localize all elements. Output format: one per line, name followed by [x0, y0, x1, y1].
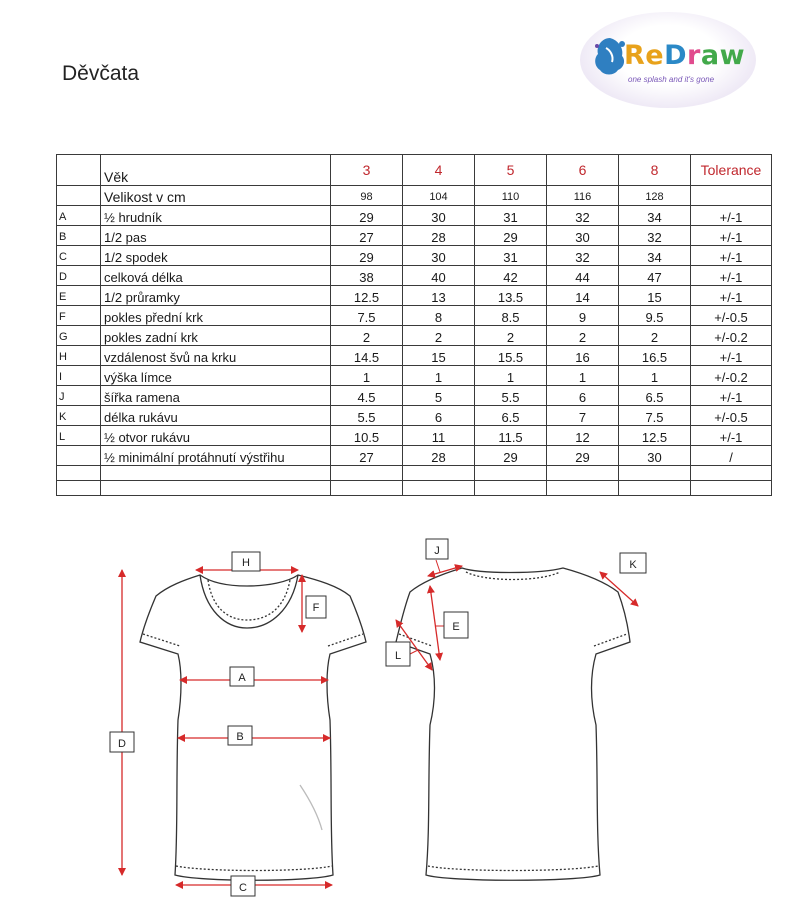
tolerance-value: +/-1 — [691, 286, 772, 306]
tolerance-value: +/-0.2 — [691, 326, 772, 346]
logo-wordmark — [624, 40, 745, 71]
measure-label: 1/2 spodek — [101, 246, 331, 266]
measure-value: 7.5 — [619, 406, 691, 426]
measure-value: 42 — [475, 266, 547, 286]
measure-value: 32 — [547, 206, 619, 226]
measure-value: 8.5 — [475, 306, 547, 326]
empty-cell — [619, 481, 691, 496]
empty-cell — [101, 481, 331, 496]
empty-cell — [57, 186, 101, 206]
cm-value: 116 — [547, 186, 619, 206]
measure-value: 29 — [547, 446, 619, 466]
tolerance-value: +/-0.5 — [691, 406, 772, 426]
label-k: K — [629, 559, 637, 571]
measure-value: 12.5 — [331, 286, 403, 306]
label-c: C — [239, 882, 247, 894]
measure-value: 11.5 — [475, 426, 547, 446]
label-d: D — [118, 738, 126, 750]
empty-row — [57, 466, 772, 481]
measure-value: 7.5 — [331, 306, 403, 326]
size-header: 4 — [403, 155, 475, 186]
arrow-j — [428, 566, 462, 576]
measure-label: celková délka — [101, 266, 331, 286]
measure-value: 5.5 — [331, 406, 403, 426]
empty-cell — [403, 466, 475, 481]
measure-label: šířka ramena — [101, 386, 331, 406]
measure-value: 30 — [619, 446, 691, 466]
measure-value: 5 — [403, 386, 475, 406]
tolerance-value: +/-0.5 — [691, 306, 772, 326]
empty-cell — [475, 481, 547, 496]
empty-cell — [57, 155, 101, 186]
cm-header-row — [57, 186, 772, 206]
garment-diagram — [0, 530, 800, 915]
front-tshirt — [140, 575, 366, 880]
measure-value: 15 — [403, 346, 475, 366]
empty-cell — [691, 481, 772, 496]
arrow-k — [600, 572, 638, 606]
arrow-e — [430, 586, 440, 660]
measure-code: L — [57, 426, 101, 446]
front-fold-shade — [300, 785, 322, 830]
table-row — [57, 326, 772, 346]
size-header: 8 — [619, 155, 691, 186]
measure-code: G — [57, 326, 101, 346]
table-row — [57, 246, 772, 266]
measure-value: 12.5 — [619, 426, 691, 446]
measure-value: 30 — [403, 206, 475, 226]
measure-code: K — [57, 406, 101, 426]
measure-value: 29 — [331, 206, 403, 226]
measure-code: I — [57, 366, 101, 386]
measure-value: 1 — [619, 366, 691, 386]
logo-part: D — [664, 40, 688, 71]
measure-value: 34 — [619, 246, 691, 266]
measure-value: 10.5 — [331, 426, 403, 446]
back-tshirt — [396, 568, 630, 880]
measure-label: 1/2 průramky — [101, 286, 331, 306]
measure-value: 6 — [403, 406, 475, 426]
measure-value: 14 — [547, 286, 619, 306]
measure-value: 11 — [403, 426, 475, 446]
measure-value: 31 — [475, 246, 547, 266]
age-label: Věk — [101, 155, 331, 186]
cm-value: 128 — [619, 186, 691, 206]
logo-tagline: one splash and it's gone — [628, 75, 715, 84]
empty-cell — [691, 466, 772, 481]
empty-cell — [331, 481, 403, 496]
logo-part: Re — [624, 40, 665, 71]
tolerance-value: +/-1 — [691, 246, 772, 266]
measure-label: ½ otvor rukávu — [101, 426, 331, 446]
measure-value: 2 — [331, 326, 403, 346]
measure-value: 34 — [619, 206, 691, 226]
measure-value: 1 — [475, 366, 547, 386]
measure-value: 38 — [331, 266, 403, 286]
measure-code: D — [57, 266, 101, 286]
measure-value: 2 — [547, 326, 619, 346]
tolerance-value: +/-1 — [691, 346, 772, 366]
tolerance-value: / — [691, 446, 772, 466]
measure-value: 30 — [403, 246, 475, 266]
measure-code — [57, 446, 101, 466]
measure-value: 31 — [475, 206, 547, 226]
measure-label: vzdálenost švů na krku — [101, 346, 331, 366]
size-header: 5 — [475, 155, 547, 186]
front-hem-stitch — [176, 866, 332, 871]
empty-cell — [101, 466, 331, 481]
empty-cell — [547, 466, 619, 481]
measure-value: 6 — [547, 386, 619, 406]
label-l: L — [394, 650, 402, 662]
measure-label: pokles zadní krk — [101, 326, 331, 346]
measure-label: výška límce — [101, 366, 331, 386]
measure-label: pokles přední krk — [101, 306, 331, 326]
measure-value: 29 — [475, 226, 547, 246]
measure-value: 13 — [403, 286, 475, 306]
empty-cell — [691, 186, 772, 206]
table-row — [57, 286, 772, 306]
label-j: J — [434, 545, 440, 557]
measure-value: 1 — [403, 366, 475, 386]
empty-cell — [57, 466, 101, 481]
empty-cell — [331, 466, 403, 481]
measure-value: 28 — [403, 226, 475, 246]
size-table — [56, 154, 772, 496]
front-body-outline — [140, 575, 366, 880]
redraw-logo — [580, 12, 756, 120]
page-title: Děvčata — [62, 62, 140, 85]
measure-value: 29 — [475, 446, 547, 466]
measure-value: 14.5 — [331, 346, 403, 366]
measure-value: 6.5 — [619, 386, 691, 406]
table-row — [57, 306, 772, 326]
table-row — [57, 346, 772, 366]
measure-label: ½ minimální protáhnutí výstřihu — [101, 446, 331, 466]
measure-value: 44 — [547, 266, 619, 286]
table-row — [57, 226, 772, 246]
measure-value: 4.5 — [331, 386, 403, 406]
measure-value: 32 — [547, 246, 619, 266]
age-header-row — [57, 155, 772, 186]
label-f: F — [312, 602, 320, 614]
size-cm-label: Velikost v cm — [101, 186, 331, 206]
measure-value: 8 — [403, 306, 475, 326]
label-a: A — [238, 672, 246, 684]
measure-value: 30 — [547, 226, 619, 246]
measure-value: 2 — [403, 326, 475, 346]
size-header: 6 — [547, 155, 619, 186]
empty-row — [57, 481, 772, 496]
empty-cell — [547, 481, 619, 496]
measure-code: E — [57, 286, 101, 306]
measure-value: 47 — [619, 266, 691, 286]
measure-code: B — [57, 226, 101, 246]
measure-value: 2 — [619, 326, 691, 346]
measure-code: C — [57, 246, 101, 266]
table-row — [57, 366, 772, 386]
measure-code: A — [57, 206, 101, 226]
measure-value: 1 — [547, 366, 619, 386]
measure-value: 27 — [331, 226, 403, 246]
empty-cell — [57, 481, 101, 496]
measure-value: 15.5 — [475, 346, 547, 366]
measure-value: 15 — [619, 286, 691, 306]
size-header: 3 — [331, 155, 403, 186]
label-b: B — [236, 731, 244, 743]
empty-cell — [619, 466, 691, 481]
logo-part: aw — [700, 40, 746, 71]
measure-label: ½ hrudník — [101, 206, 331, 226]
measure-value: 27 — [331, 446, 403, 466]
label-h: H — [242, 557, 250, 569]
measure-value: 6.5 — [475, 406, 547, 426]
front-neckline — [200, 575, 298, 628]
measure-value: 13.5 — [475, 286, 547, 306]
measure-value: 9.5 — [619, 306, 691, 326]
tolerance-value: +/-1 — [691, 426, 772, 446]
measure-label: 1/2 pas — [101, 226, 331, 246]
measure-value: 9 — [547, 306, 619, 326]
measure-code: F — [57, 306, 101, 326]
logo-part: r — [687, 40, 701, 71]
tolerance-value: +/-1 — [691, 266, 772, 286]
table-row — [57, 386, 772, 406]
tolerance-value: +/-1 — [691, 206, 772, 226]
cm-value: 98 — [331, 186, 403, 206]
measure-value: 29 — [331, 246, 403, 266]
paint-splash-icon — [592, 34, 628, 78]
leader-l — [410, 650, 418, 654]
table-row — [57, 206, 772, 226]
measure-value: 32 — [619, 226, 691, 246]
back-hem-stitch — [428, 866, 598, 871]
table-row — [57, 426, 772, 446]
tolerance-header: Tolerance — [691, 155, 772, 186]
measure-value: 40 — [403, 266, 475, 286]
cm-value: 104 — [403, 186, 475, 206]
empty-cell — [475, 466, 547, 481]
measure-value: 12 — [547, 426, 619, 446]
measure-code: H — [57, 346, 101, 366]
back-body-outline — [396, 568, 630, 880]
measure-value: 16 — [547, 346, 619, 366]
cm-value: 110 — [475, 186, 547, 206]
measure-value: 1 — [331, 366, 403, 386]
empty-cell — [403, 481, 475, 496]
table-row — [57, 266, 772, 286]
measure-label: délka rukávu — [101, 406, 331, 426]
measure-code: J — [57, 386, 101, 406]
measure-value: 2 — [475, 326, 547, 346]
measure-value: 7 — [547, 406, 619, 426]
table-row — [57, 406, 772, 426]
tolerance-value: +/-1 — [691, 386, 772, 406]
tolerance-value: +/-0.2 — [691, 366, 772, 386]
leader-j — [436, 560, 440, 572]
tolerance-value: +/-1 — [691, 226, 772, 246]
measure-value: 5.5 — [475, 386, 547, 406]
measure-value: 16.5 — [619, 346, 691, 366]
table-row — [57, 446, 772, 466]
measure-value: 28 — [403, 446, 475, 466]
label-e: E — [452, 621, 460, 633]
